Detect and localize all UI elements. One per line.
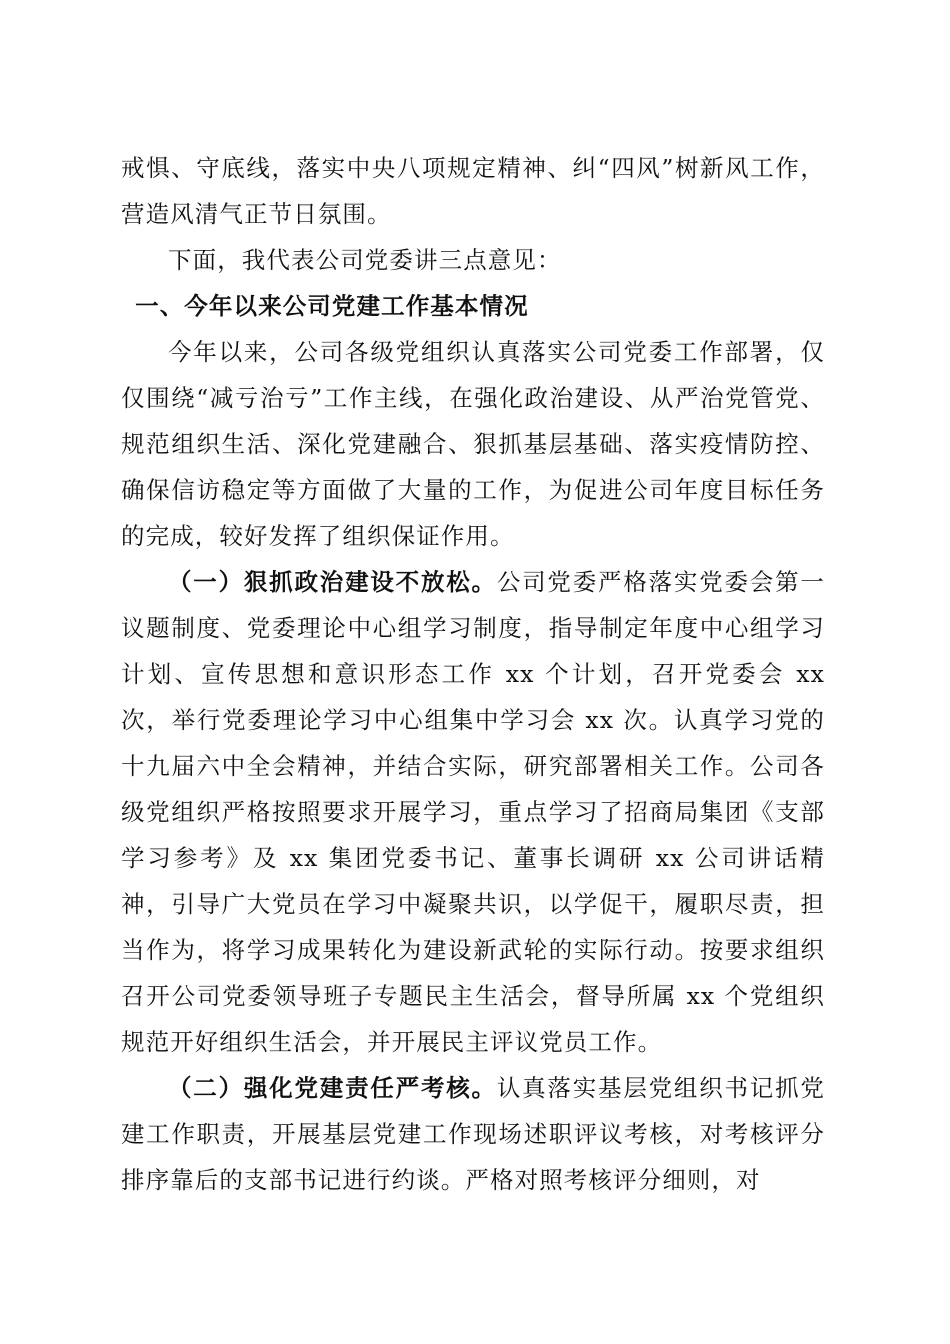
- document-body: [121, 145, 825, 1203]
- paragraph-intro: 下面，我代表公司党委讲三点意见：: [168, 246, 562, 274]
- paragraph-political-building: [121, 559, 825, 1065]
- paragraph-responsibility-body: 认真落实基层党组织书记抓党建工作职责，开展基层党建工作现场述职评议考核，对考核评分排序靠后的支部书记进行约谈。严格对照考核评分细则，对: [121, 1074, 825, 1194]
- section-heading-1: 一、今年以来公司党建工作基本情况: [135, 292, 529, 320]
- paragraph-responsibility: [121, 1065, 825, 1203]
- paragraph-political-building-body: 公司党委严格落实党委会第一议题制度、党委理论中心组学习制度，指导制定年度中心组学习计划、宣传思想和意识形态工作 xx 个计划，召开党委会 xx 次，举行党委理论学习中心组集中学习会 xx 次。认真学习党的十九届六中全会精神，并结合实际，研究部署相关工作。公司各级党组织严格按照要求开展学习，重点学习了招商局集团《支部学习参考》及 xx 集团党委书记、董事长调研 xx 公司讲话精神，引导广大党员在学习中凝聚共识，以学促干，履职尽责，担当作为，将学习成果转化为建设新武轮的实际行动。按要求组织召开公司党委领导班子专题民主生活会，督导所属 xx 个党组织规范开好组织生活会，并开展民主评议党员工作。: [121, 568, 825, 1056]
- paragraph-continued: 戒惧、守底线，落实中央八项规定精神、纠“四风”树新风工作，营造风清气正节日氛围。: [121, 154, 825, 228]
- subheading-responsibility: （二）强化党建责任严考核。: [168, 1074, 497, 1102]
- paragraph-overview: 今年以来，公司各级党组织认真落实公司党委工作部署，仅仅围绕“减亏治亏”工作主线，在强化政治建设、从严治党管党、规范组织生活、深化党建融合、狠抓基层基础、落实疫情防控、确保信访稳定等方面做了大量的工作，为促进公司年度目标任务的完成，较好发挥了组织保证作用。: [121, 338, 825, 550]
- subheading-political-building: （一）狠抓政治建设不放松。: [168, 568, 497, 596]
